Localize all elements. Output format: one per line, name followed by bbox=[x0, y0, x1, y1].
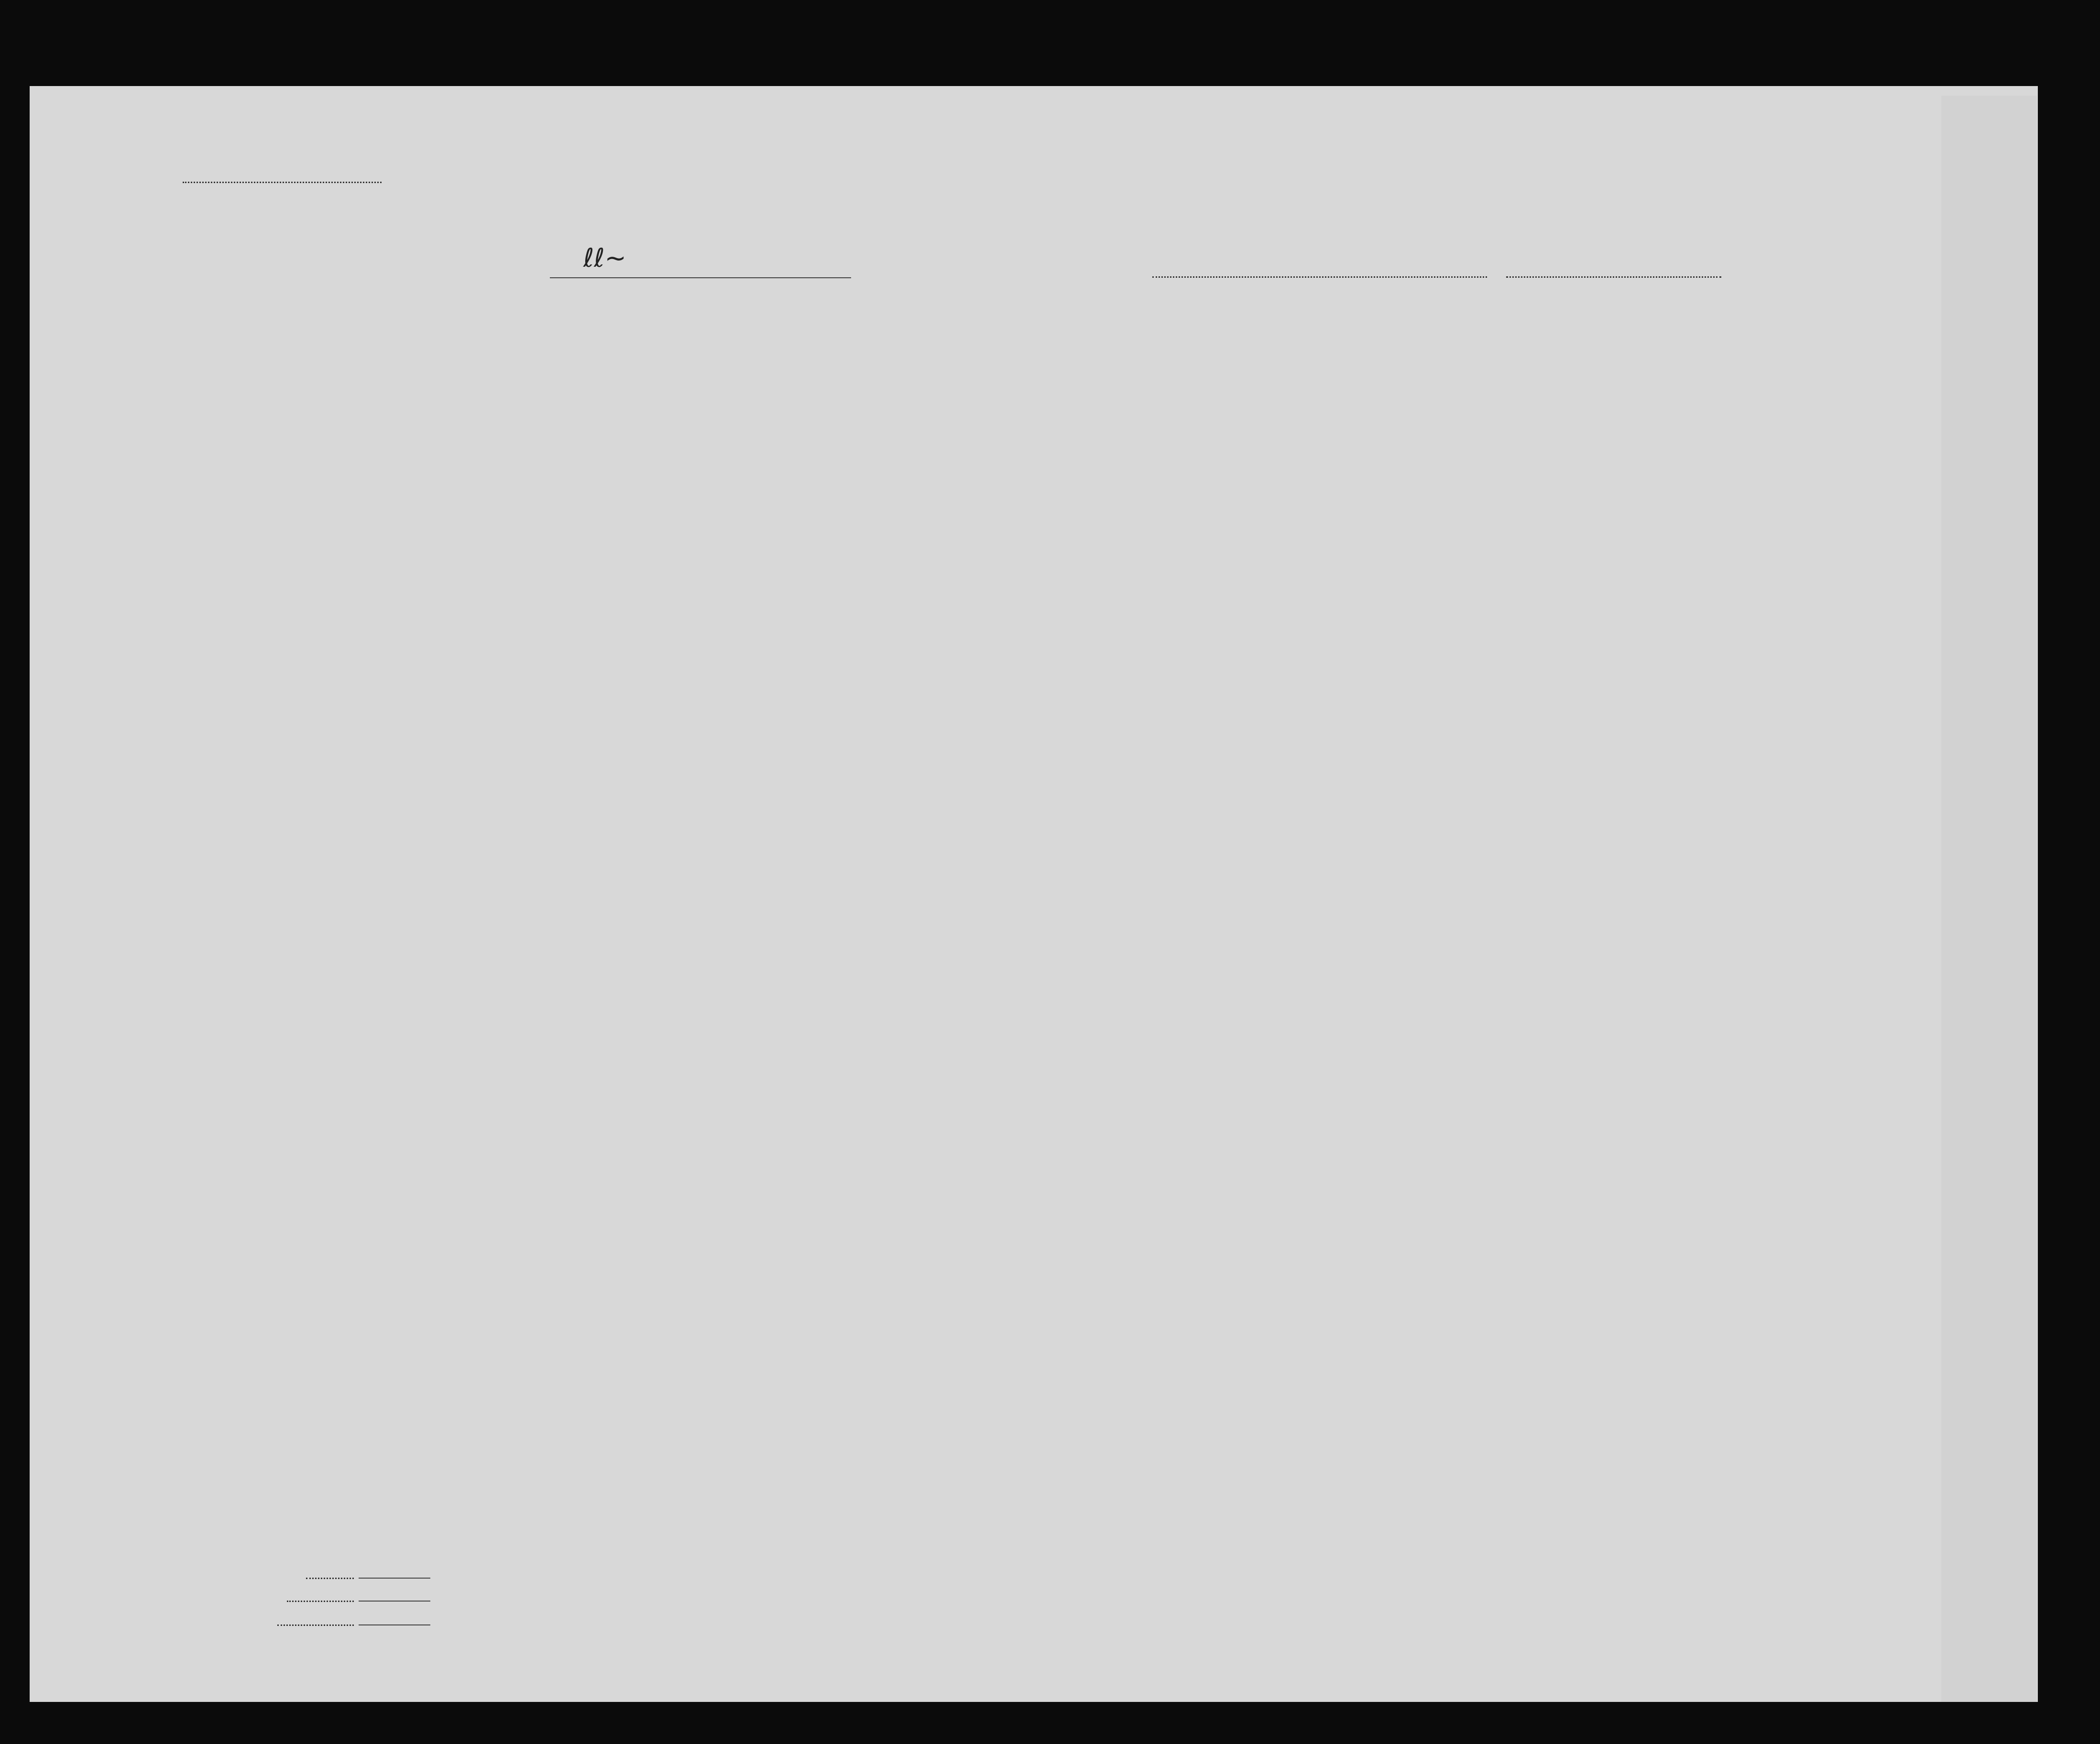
total-passengers-field[interactable] bbox=[359, 1578, 430, 1579]
citizens-leader bbox=[287, 1601, 354, 1602]
aliens-leader bbox=[277, 1624, 354, 1626]
us-citizens-field[interactable] bbox=[359, 1601, 430, 1602]
total-leader bbox=[306, 1578, 354, 1579]
aliens-field[interactable] bbox=[359, 1624, 430, 1625]
ship-name-handwritten: ℓℓ∼ bbox=[583, 243, 626, 273]
